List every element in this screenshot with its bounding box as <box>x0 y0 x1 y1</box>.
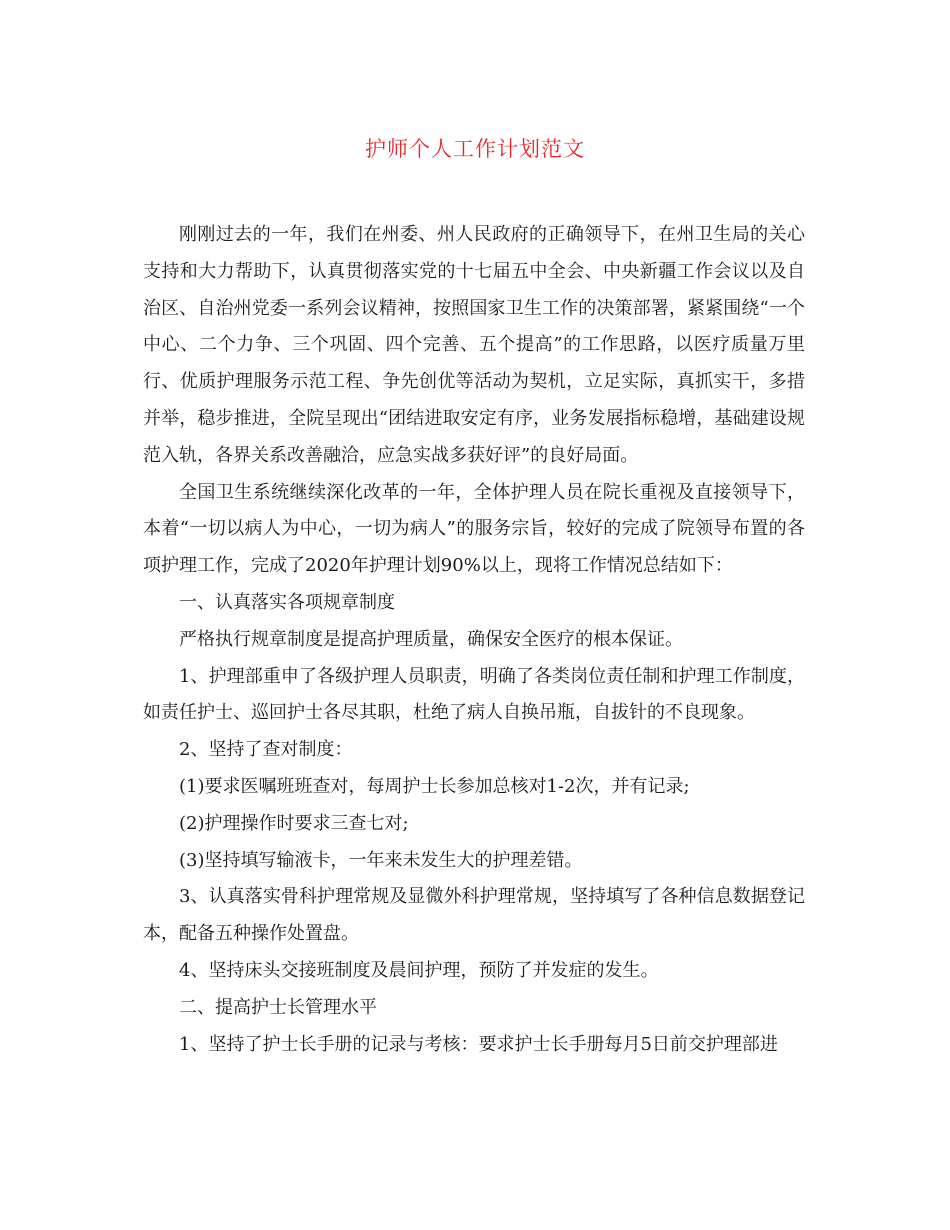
paragraph: 刚刚过去的一年，我们在州委、州人民政府的正确领导下，在州卫生局的关心支持和大力帮助下，认真贯彻落实党的十七届五中全会、中央新疆工作会议以及自治区、自治州党委一系列会议精神，按照国家卫生工作的决策部署，紧紧围绕“一个中心、二个力争、三个巩固、四个完善、五个提高”的工作思路，以医疗质量万里行、优质护理服务示范工程、争先创优等活动为契机，立足实际，真抓实干，多措并举，稳步推进，全院呈现出“团结进取安定有序，业务发展指标稳增，基础建设规范入轨，各界关系改善融洽，应急实战多获好评”的良好局面。 <box>143 224 805 466</box>
section-heading: 二、提高护士长管理水平 <box>179 996 377 1018</box>
paragraph: 严格执行规章制度是提高护理质量，确保安全医疗的根本保证。 <box>179 628 683 650</box>
list-item: 3、认真落实骨科护理常规及显微外科护理常规，坚持填写了各种信息数据登记本，配备五种操作处置盘。 <box>143 886 805 945</box>
list-item: 2、坚持了查对制度： <box>179 739 353 761</box>
sub-list-item: (2)护理操作时要求三查七对; <box>179 812 409 834</box>
document-title: 护师个人工作计划范文 <box>365 137 585 161</box>
document-body <box>143 217 805 1063</box>
list-item: 1、坚持了护士长手册的记录与考核：要求护士长手册每月5日前交护理部进 <box>179 1033 778 1055</box>
sub-list-item: (3)坚持填写输液卡，一年来未发生大的护理差错。 <box>179 849 583 871</box>
list-item: 1、护理部重申了各级护理人员职责，明确了各类岗位责任制和护理工作制度，如责任护士、巡回护士各尽其职，杜绝了病人自换吊瓶，自拔针的不良现象。 <box>143 665 805 724</box>
list-item: 4、坚持床头交接班制度及晨间护理，预防了并发症的发生。 <box>179 959 659 981</box>
sub-list-item: (1)要求医嘱班班查对，每周护士长参加总核对1-2次，并有记录; <box>179 775 690 797</box>
section-heading: 一、认真落实各项规章制度 <box>179 591 395 613</box>
paragraph: 全国卫生系统继续深化改革的一年，全体护理人员在院长重视及直接领导下，本着“一切以病人为中心，一切为病人”的服务宗旨，较好的完成了院领导布置的各项护理工作，完成了2020年护理计划90%以上，现将工作情况总结如下： <box>143 481 805 577</box>
